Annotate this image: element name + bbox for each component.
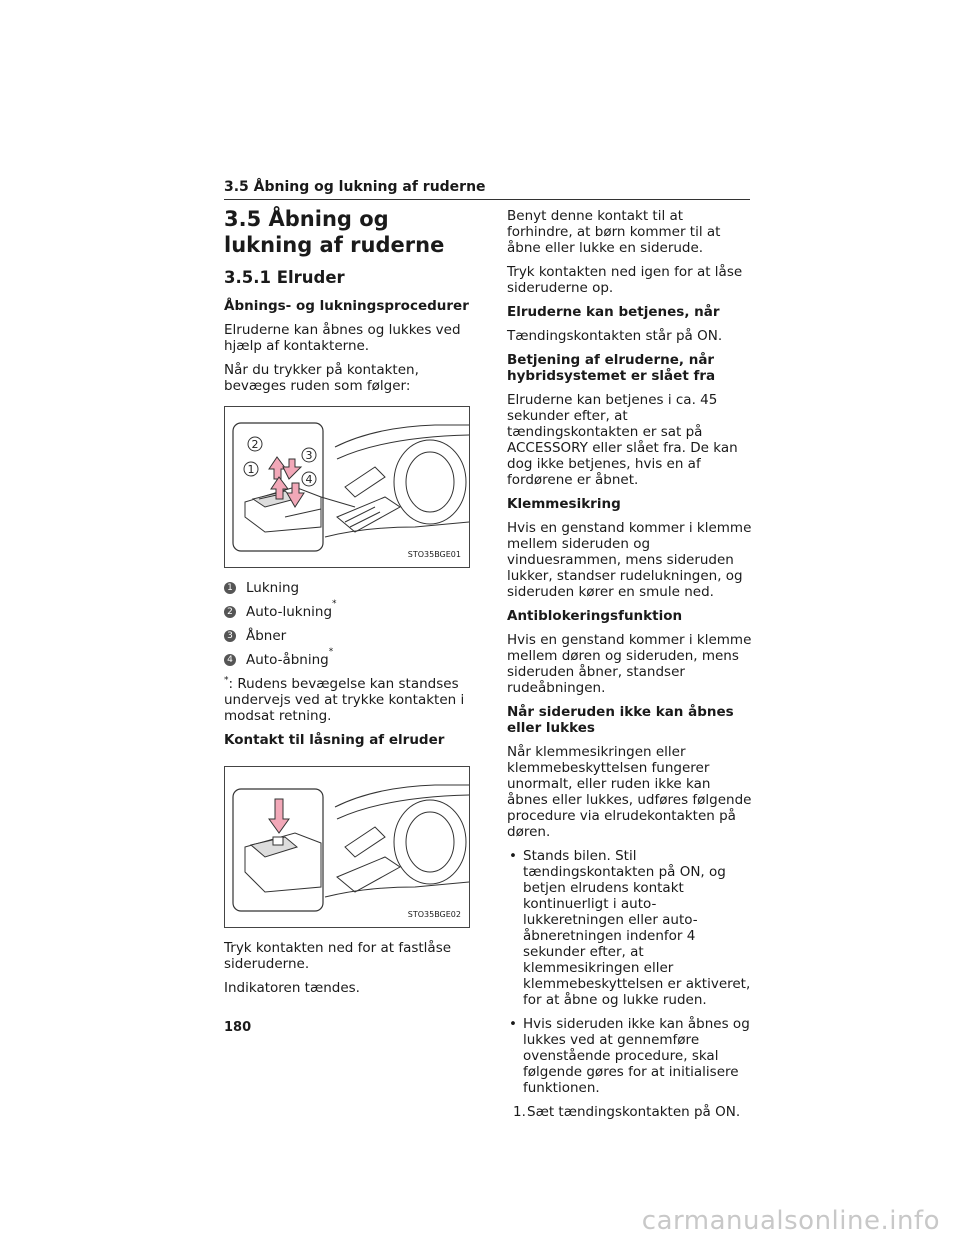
callout-2: 2 (251, 438, 259, 451)
window-switch-figure (224, 406, 470, 568)
paragraph: Når klemmesikringen eller klemmebeskyttelsen fungerer unormalt, eller ruden ikke kan åbnes eller lukkes, udføres følgende procedure via elrudekontakten på døren. (507, 744, 752, 840)
legend-item (224, 580, 469, 596)
watermark: carmanualsonline.info (641, 1206, 940, 1236)
lock-switch-figure (224, 766, 470, 928)
paragraph: Tryk kontakten ned igen for at låse sideruderne op. (507, 264, 743, 296)
heading: Betjening af elruderne, når hybridsystemet er slået fra (507, 352, 716, 384)
legend-number: 4 (224, 654, 236, 666)
footnote-star: * (224, 675, 229, 686)
legend-number: 2 (224, 606, 236, 618)
legend-label: Auto-åbning (246, 652, 329, 668)
paragraph: Hvis en genstand kommer i klemme mellem døren og sideruden, mens sideruden åbner, standser rudeåbningen. (507, 632, 752, 696)
legend-item: 2 Auto-lukning * (224, 604, 469, 620)
callout-3: 3 (305, 449, 313, 462)
page-title: 3.5 Åbning og lukning af ruderne (224, 207, 445, 257)
bullet-dot: • (509, 848, 517, 864)
legend-label: Åbner (246, 628, 287, 644)
paragraph: Elruderne kan betjenes i ca. 45 sekunder efter, at tændingskontakten er sat på ACCESSORY eller slået fra. De kan dog ikke betjenes, hvis en af fordørene er åbnet. (507, 392, 738, 488)
paragraph: Elruderne kan åbnes og lukkes ved hjælp af kontakterne. (224, 322, 461, 354)
legend-label: Auto-lukning (246, 604, 333, 620)
bullet-text: Hvis sideruden ikke kan åbnes og lukkes ved at gennemføre ovenstående procedure, skal følgende gøres for at initialisere funktionen. (523, 1016, 750, 1096)
legend-item: 4 Auto-åbning * (224, 652, 469, 668)
paragraph: Tryk kontakten ned for at fastlåse sideruderne. (224, 940, 452, 972)
paragraph: Hvis en genstand kommer i klemme mellem sideruden og vinduesrammen, mens sideruden lukker, standser rudelukningen, og sideruden kører en smule ned. (507, 520, 752, 600)
legend-item (224, 628, 469, 644)
window-switch-illustration (225, 407, 469, 567)
heading: Når sideruden ikke kan åbnes eller lukkes (507, 704, 734, 736)
heading: Antiblokeringsfunktion (507, 608, 683, 624)
callout-1: 1 (247, 463, 255, 476)
paragraph: Når du trykker på kontakten, bevæges ruden som følger: (224, 362, 419, 394)
ordered-text: Sæt tændingskontakten på ON. (527, 1104, 741, 1120)
legend-label: Lukning (246, 580, 300, 596)
footnote (224, 676, 469, 724)
ordered-number: 1. (513, 1104, 526, 1120)
right-column (507, 208, 752, 1128)
bullet-dot: • (509, 1016, 517, 1032)
legend-number: 1 (224, 582, 236, 594)
lock-switch-heading: Kontakt til låsning af elruder (224, 732, 445, 748)
left-column (224, 206, 469, 1004)
paragraph: Indikatoren tændes. (224, 980, 360, 996)
paragraph: Tændingskontakten står på ON. (507, 328, 723, 344)
running-head: 3.5 Åbning og lukning af ruderne (224, 179, 750, 200)
footnote-text: : Rudens bevægelse kan standses undervejs ved at trykke kontakten i modsat retning. (224, 676, 465, 724)
figure-code: STO35BGE02 (407, 910, 461, 919)
callout-4: 4 (305, 473, 313, 486)
figure-code: STO35BGE01 (407, 550, 461, 559)
heading: Klemmesikring (507, 496, 621, 512)
section-subtitle: 3.5.1 Elruder (224, 268, 345, 287)
paragraph: Benyt denne kontakt til at forhindre, at børn kommer til at åbne eller lukke en siderude. (507, 208, 721, 256)
bullet-item (507, 848, 752, 1008)
ordered-item (507, 1104, 752, 1120)
heading: Elruderne kan betjenes, når (507, 304, 720, 320)
legend-number: 3 (224, 630, 236, 642)
bullet-item (507, 1016, 752, 1096)
lock-switch-illustration (225, 767, 469, 927)
procedures-heading: Åbnings- og lukningsprocedurer (224, 298, 469, 314)
bullet-text: Stands bilen. Stil tændingskontakten på ON, og betjen elrudens kontakt kontinuerligt i auto-lukkeretningen eller auto-åbneretningen indenfor 4 sekunder efter, at klemmesikringen eller klemmebeskyttelsen er aktiveret, for at åbne og lukke ruden. (523, 848, 751, 1008)
page-number: 180 (224, 1020, 252, 1035)
